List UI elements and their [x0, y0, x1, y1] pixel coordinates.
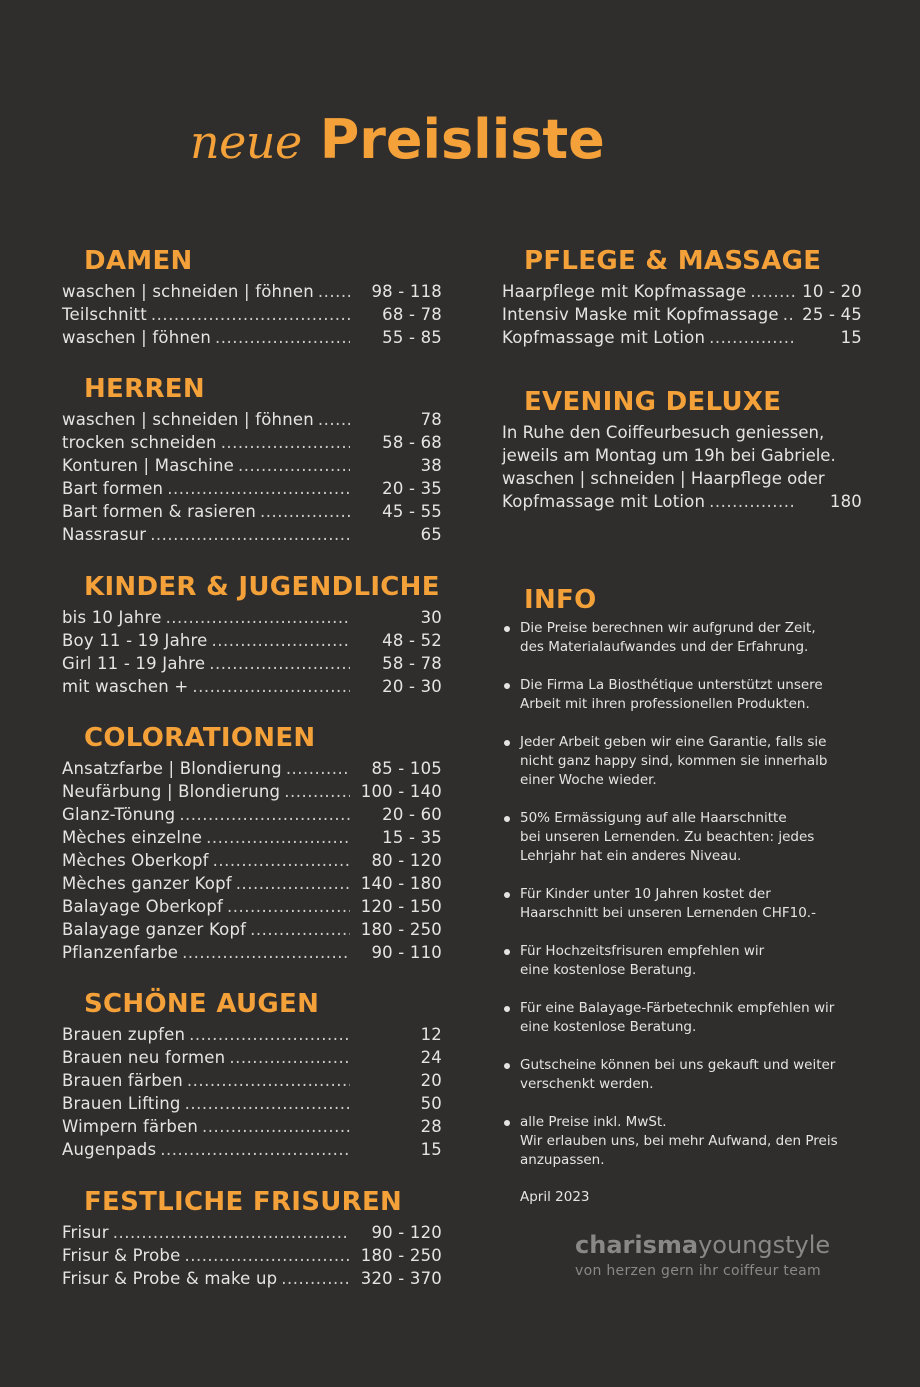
- dot-leader: [209, 652, 350, 675]
- dot-leader: [709, 326, 796, 349]
- item-label: Intensiv Maske mit Kopfmassage: [502, 305, 779, 324]
- section-heading: FESTLICHE FRISUREN: [84, 1187, 403, 1217]
- section-pflege: [502, 246, 862, 349]
- brand-logo: [575, 1230, 837, 1279]
- section-damen: [62, 246, 442, 349]
- dot-leader: [151, 303, 350, 326]
- item-price: 80 - 120: [371, 851, 442, 870]
- item-label: Bart formen: [62, 479, 164, 498]
- price-list: [62, 606, 442, 698]
- price-row: [62, 1023, 442, 1046]
- dot-leader: [227, 895, 350, 918]
- dot-leader: [709, 490, 796, 513]
- price-row: [62, 1244, 442, 1267]
- section-heading: EVENING DELUXE: [524, 387, 782, 417]
- item-label: Bart formen & rasieren: [62, 502, 257, 521]
- section-kinder: [62, 572, 442, 698]
- price-row: [62, 454, 442, 477]
- item-price: 45 - 55: [382, 502, 442, 521]
- info-item: [502, 619, 862, 657]
- price-list: [62, 757, 442, 964]
- item-price: 15 - 35: [382, 828, 442, 847]
- info-item: [502, 1113, 862, 1170]
- item-label: Mèches einzelne: [62, 828, 203, 847]
- dot-leader: [238, 454, 350, 477]
- item-label: mit waschen +: [62, 677, 189, 696]
- item-price: 55 - 85: [382, 328, 442, 347]
- dot-leader: [221, 431, 350, 454]
- info-line: Haarschnitt bei unseren Lernenden CHF10.-: [520, 905, 816, 921]
- item-label: Augenpads: [62, 1140, 157, 1159]
- item-label: Mèches Oberkopf: [62, 851, 209, 870]
- price-row: [62, 757, 442, 780]
- dot-leader: [187, 1069, 350, 1092]
- dot-leader: [783, 303, 796, 326]
- item-label: Neufärbung | Blondierung: [62, 782, 281, 801]
- section-frisuren: [62, 1187, 442, 1290]
- brand-name-bold: charisma: [575, 1231, 699, 1259]
- section-augen: [62, 989, 442, 1161]
- dot-leader: [206, 826, 350, 849]
- evening-line-2: jeweils am Montag um 19h bei Gabriele.: [502, 446, 836, 465]
- item-label: Kopfmassage mit Lotion: [502, 492, 706, 511]
- dot-leader: [160, 1138, 350, 1161]
- price-row: [62, 780, 442, 803]
- info-line: bei unseren Lernenden. Zu beachten: jedes: [520, 829, 815, 845]
- item-price: 30: [420, 608, 442, 627]
- price-row: [62, 500, 442, 523]
- price-row: [62, 652, 442, 675]
- dot-leader: [250, 918, 350, 941]
- info-item: [502, 733, 862, 790]
- dot-leader: [182, 941, 350, 964]
- evening-line-3: waschen | schneiden | Haarpflege oder: [502, 469, 825, 488]
- info-line: Die Firma La Biosthétique unterstützt unsere: [520, 677, 823, 693]
- item-label: Wimpern färben: [62, 1117, 199, 1136]
- item-price: 120 - 150: [360, 897, 442, 916]
- section-herren: [62, 374, 442, 546]
- item-label: Konturen | Maschine: [62, 456, 235, 475]
- item-price: 98 - 118: [371, 282, 442, 301]
- item-price: 65: [420, 525, 442, 544]
- item-price: 20 - 30: [382, 677, 442, 696]
- price-row: [62, 803, 442, 826]
- item-price: 58 - 78: [382, 654, 442, 673]
- item-label: Pflanzenfarbe: [62, 943, 179, 962]
- section-heading: SCHÖNE AUGEN: [84, 989, 320, 1019]
- item-label: waschen | schneiden | föhnen: [62, 282, 314, 301]
- price-row: [62, 826, 442, 849]
- info-item: [502, 885, 862, 923]
- item-label: Mèches ganzer Kopf: [62, 874, 232, 893]
- info-item: [502, 809, 862, 866]
- price-row: [62, 431, 442, 454]
- dot-leader: [192, 675, 350, 698]
- info-line: eine kostenlose Beratung.: [520, 1019, 697, 1035]
- section-heading: KINDER & JUGENDLICHE: [84, 572, 440, 602]
- price-row: [62, 326, 442, 349]
- price-row: [62, 1115, 442, 1138]
- info-list: [502, 619, 862, 1170]
- section-heading: INFO: [524, 585, 597, 615]
- info-line: eine kostenlose Beratung.: [520, 962, 697, 978]
- section-info: [502, 585, 862, 1205]
- dot-leader: [260, 500, 350, 523]
- info-line: Die Preise berechnen wir aufgrund der Zeit,: [520, 620, 816, 636]
- dot-leader: [284, 780, 350, 803]
- item-price: 20: [420, 1071, 442, 1090]
- item-price: 140 - 180: [360, 874, 442, 893]
- price-list: [62, 408, 442, 546]
- info-line: Für eine Balayage-Färbetechnik empfehlen wir: [520, 1000, 835, 1016]
- item-price: 50: [420, 1094, 442, 1113]
- price-row: [62, 477, 442, 500]
- item-label: Balayage ganzer Kopf: [62, 920, 247, 939]
- item-label: Glanz-Tönung: [62, 805, 176, 824]
- brand-name-rest: youngstyle: [698, 1231, 831, 1259]
- item-label: bis 10 Jahre: [62, 608, 162, 627]
- price-row: [62, 1092, 442, 1115]
- info-line: nicht ganz happy sind, kommen sie innerhalb: [520, 753, 828, 769]
- dot-leader: [150, 523, 350, 546]
- dot-leader: [281, 1267, 350, 1290]
- item-label: Nassrasur: [62, 525, 147, 544]
- item-label: Balayage Oberkopf: [62, 897, 224, 916]
- price-row: [62, 280, 442, 303]
- item-price: 90 - 110: [371, 943, 442, 962]
- dot-leader: [212, 629, 350, 652]
- item-label: Brauen zupfen: [62, 1025, 186, 1044]
- item-price: 48 - 52: [382, 631, 442, 650]
- info-item: [502, 999, 862, 1037]
- dot-leader: [213, 849, 350, 872]
- item-price: 24: [420, 1048, 442, 1067]
- page-title: [190, 108, 605, 171]
- info-line: Für Kinder unter 10 Jahren kostet der: [520, 886, 771, 902]
- price-row: [62, 941, 442, 964]
- item-label: Brauen Lifting: [62, 1094, 181, 1113]
- item-price: 38: [420, 456, 442, 475]
- price-row: [62, 408, 442, 431]
- item-label: Kopfmassage mit Lotion: [502, 328, 706, 347]
- title-prefix: neue: [190, 115, 302, 169]
- dot-leader: [318, 280, 350, 303]
- section-colorationen: [62, 723, 442, 964]
- item-label: Frisur & Probe: [62, 1246, 181, 1265]
- info-line: verschenkt werden.: [520, 1076, 654, 1092]
- item-label: waschen | föhnen: [62, 328, 212, 347]
- dot-leader: [236, 872, 350, 895]
- item-price: 320 - 370: [360, 1269, 442, 1288]
- price-row: [62, 675, 442, 698]
- price-row: [62, 1221, 442, 1244]
- item-price: 10 - 20: [802, 282, 862, 301]
- item-label: Ansatzfarbe | Blondierung: [62, 759, 282, 778]
- section-heading: PFLEGE & MASSAGE: [524, 246, 822, 276]
- price-row: [502, 303, 862, 326]
- price-row: [502, 326, 862, 349]
- price-list: [62, 1023, 442, 1161]
- dot-leader: [189, 1023, 350, 1046]
- section-heading: DAMEN: [84, 246, 193, 276]
- dot-leader: [202, 1115, 350, 1138]
- price-row: [62, 1138, 442, 1161]
- item-price: 58 - 68: [382, 433, 442, 452]
- info-line: 50% Ermässigung auf alle Haarschnitte: [520, 810, 787, 826]
- item-label: Brauen färben: [62, 1071, 183, 1090]
- item-price: 180 - 250: [360, 920, 442, 939]
- item-price: 12: [420, 1025, 442, 1044]
- info-line: Wir erlauben uns, bei mehr Aufwand, den Preis: [520, 1133, 838, 1149]
- item-label: Frisur: [62, 1223, 109, 1242]
- item-price: 20 - 35: [382, 479, 442, 498]
- price-row: [62, 1267, 442, 1290]
- info-line: Gutscheine können bei uns gekauft und weiter: [520, 1057, 836, 1073]
- dot-leader: [229, 1046, 350, 1069]
- item-price: 180: [829, 492, 862, 511]
- dot-leader: [113, 1221, 350, 1244]
- info-item: [502, 676, 862, 714]
- item-label: Haarpflege mit Kopfmassage: [502, 282, 747, 301]
- price-row: [62, 606, 442, 629]
- item-label: Brauen neu formen: [62, 1048, 226, 1067]
- price-row: [62, 303, 442, 326]
- price-row: [62, 1046, 442, 1069]
- item-price: 28: [420, 1117, 442, 1136]
- price-list: [502, 280, 862, 349]
- price-list: [62, 280, 442, 349]
- section-evening-deluxe: [502, 387, 862, 513]
- price-row: [62, 1069, 442, 1092]
- item-label: Frisur & Probe & make up: [62, 1269, 278, 1288]
- price-row: [62, 918, 442, 941]
- item-label: Boy 11 - 19 Jahre: [62, 631, 208, 650]
- price-row: [502, 490, 862, 513]
- item-price: 78: [420, 410, 442, 429]
- dot-leader: [750, 280, 796, 303]
- item-price: 85 - 105: [371, 759, 442, 778]
- price-row: [62, 629, 442, 652]
- info-line: Für Hochzeitsfrisuren empfehlen wir: [520, 943, 765, 959]
- info-line: Lehrjahr hat ein anderes Niveau.: [520, 848, 742, 864]
- item-price: 100 - 140: [360, 782, 442, 801]
- item-price: 68 - 78: [382, 305, 442, 324]
- dot-leader: [185, 1092, 350, 1115]
- info-line: Jeder Arbeit geben wir eine Garantie, falls sie: [520, 734, 827, 750]
- item-price: 15: [420, 1140, 442, 1159]
- info-line: anzupassen.: [520, 1152, 605, 1168]
- dot-leader: [318, 408, 350, 431]
- info-item: [502, 942, 862, 980]
- price-row: [62, 523, 442, 546]
- section-heading: HERREN: [84, 374, 205, 404]
- dot-leader: [286, 757, 350, 780]
- price-row: [62, 895, 442, 918]
- dot-leader: [215, 326, 350, 349]
- item-price: 180 - 250: [360, 1246, 442, 1265]
- item-price: 90 - 120: [371, 1223, 442, 1242]
- item-label: waschen | schneiden | föhnen: [62, 410, 314, 429]
- brand-tagline: von herzen gern ihr coiffeur team: [575, 1263, 821, 1279]
- info-item: [502, 1056, 862, 1094]
- evening-line-1: In Ruhe den Coiffeurbesuch geniessen,: [502, 423, 825, 442]
- brand-name: [575, 1230, 837, 1260]
- item-label: Girl 11 - 19 Jahre: [62, 654, 206, 673]
- price-row: [502, 280, 862, 303]
- price-row: [62, 849, 442, 872]
- item-label: trocken schneiden: [62, 433, 217, 452]
- item-price: 20 - 60: [382, 805, 442, 824]
- info-line: einer Woche wieder.: [520, 772, 657, 788]
- price-list: [62, 1221, 442, 1290]
- item-price: 25 - 45: [802, 305, 862, 324]
- dot-leader: [167, 477, 350, 500]
- info-line: alle Preise inkl. MwSt.: [520, 1114, 667, 1130]
- title-main: Preisliste: [319, 108, 605, 171]
- price-row: [62, 872, 442, 895]
- dot-leader: [184, 1244, 350, 1267]
- section-heading: COLORATIONEN: [84, 723, 316, 753]
- item-price: 15: [840, 328, 862, 347]
- info-date: April 2023: [520, 1189, 590, 1205]
- dot-leader: [166, 606, 350, 629]
- item-label: Teilschnitt: [62, 305, 147, 324]
- dot-leader: [179, 803, 350, 826]
- info-line: des Materialaufwandes und der Erfahrung.: [520, 639, 809, 655]
- info-line: Arbeit mit ihren professionellen Produkten.: [520, 696, 810, 712]
